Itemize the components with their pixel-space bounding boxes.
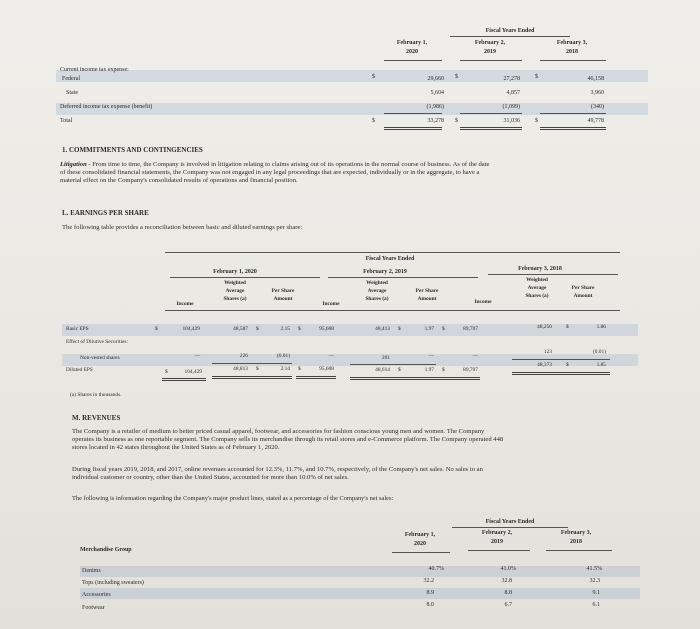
dollar-sign: $: [256, 326, 259, 332]
row-label: Denims: [82, 568, 101, 574]
dollar-sign: $: [442, 326, 445, 332]
col-header-feb1: February 1,: [396, 40, 428, 46]
dollar-sign: $: [372, 118, 375, 124]
cell: 1.97: [424, 367, 434, 373]
cell: 49,778: [587, 118, 604, 124]
revenues-paragraph-1: [72, 428, 503, 452]
cell: 48,413: [375, 326, 390, 332]
fiscal-years-ended-header: Fiscal Years Ended: [485, 28, 535, 34]
cell: 8.0: [426, 602, 434, 608]
col-header-2020: 2020: [406, 49, 418, 55]
diluted-eps-label: Diluted EPS: [66, 367, 93, 373]
cell: 48,373: [537, 362, 552, 368]
subtotal-rule: [512, 359, 610, 360]
col-shares: Shares (a): [365, 296, 389, 302]
eps-period-2018: February 3, 2018: [518, 266, 562, 272]
cell: 29,660: [427, 76, 444, 82]
col-rule: [460, 60, 522, 61]
eps-intro: The following table provides a reconciliation between basic and diluted earnings per share:: [62, 224, 303, 231]
col-header-feb3: February 3,: [556, 40, 588, 46]
cell: 8.9: [426, 590, 434, 596]
nonvested-label: Non-vested shares: [80, 355, 120, 361]
period-rule: [328, 277, 478, 278]
cell: 89,707: [463, 326, 478, 332]
cell: 8.8: [504, 590, 512, 596]
col-rule: [546, 550, 612, 551]
header-rule: [450, 36, 570, 37]
row-label: Federal: [62, 76, 80, 82]
period-rule: [170, 277, 320, 278]
total-rule: [384, 113, 442, 114]
double-rule: [296, 376, 336, 379]
period-rule: [488, 274, 618, 275]
row-label: State: [66, 90, 78, 96]
double-rule: [540, 127, 606, 130]
double-rule: [212, 376, 292, 379]
eps-period-2019: February 2, 2019: [363, 269, 407, 275]
cell: 6.7: [504, 602, 512, 608]
cell: (340): [591, 104, 604, 110]
cell: 48,250: [537, 324, 552, 330]
dollar-sign: $: [155, 326, 158, 332]
double-rule: [350, 377, 480, 380]
basic-eps-label: Basic EPS: [66, 326, 89, 332]
dollar-sign: $: [298, 366, 301, 372]
merch-group-label: Merchandise Group: [80, 547, 132, 553]
dollar-sign: $: [298, 326, 301, 332]
cell: 95,608: [319, 366, 334, 372]
para-line: The Company is a retailer of medium to better priced casual apparel, footwear, and accessories for fashion conscious young men and women. The Company: [72, 428, 485, 435]
merch-col-2020: 2020: [414, 541, 426, 547]
merch-col-2019: 2019: [491, 539, 503, 545]
row-label: Deferred income tax expense (benefit): [60, 104, 153, 110]
para-line: - From time to time, the Company is involved in litigation relating to claims arising out of its operations in the normal course of business. As of the date: [86, 161, 490, 168]
eps-heading: L. EARNINGS PER SHARE: [62, 209, 149, 217]
eps-period-2020: February 1, 2020: [213, 269, 257, 275]
para-line: operates its business as one reportable segment. The Company sells its merchandise through its retail stores and e-Commerce platform. The Company operated 448: [72, 436, 504, 443]
dollar-sign: $: [566, 324, 569, 330]
dollar-sign: $: [455, 74, 458, 80]
cell: 1.86: [596, 324, 606, 330]
eps-fiscal-years: Fiscal Years Ended: [365, 256, 415, 262]
col-weighted: Weighted: [224, 280, 246, 286]
cell: 48,587: [233, 326, 248, 332]
cell: (1,986): [426, 104, 444, 110]
revenues-heading: M. REVENUES: [72, 414, 121, 422]
cell: —: [428, 353, 434, 359]
cell: 1.85: [596, 362, 606, 368]
section-label: Current income tax expense:: [60, 67, 129, 73]
row-label: Accessories: [82, 592, 111, 598]
cell: 89,707: [463, 367, 478, 373]
col-amount: Amount: [273, 296, 293, 302]
col-shares: Shares (a): [223, 296, 247, 302]
merch-col-feb3: February 3,: [560, 530, 592, 536]
header-rule: [452, 527, 568, 528]
col-income: Income: [474, 299, 492, 305]
dollar-sign: $: [566, 362, 569, 368]
double-rule: [460, 127, 522, 130]
merch-fiscal-years: Fiscal Years Ended: [485, 519, 535, 525]
cell: 2.14: [280, 366, 290, 372]
subtotal-rule: [212, 363, 292, 364]
cell: 4,857: [506, 90, 520, 96]
dilutive-label: Effect of Dilutive Securities:: [66, 339, 129, 345]
cell: 32.8: [501, 578, 512, 584]
col-amount: Amount: [417, 296, 437, 302]
dollar-sign: $: [535, 74, 538, 80]
commitments-heading: 1. COMMITMENTS AND CONTINGENCIES: [62, 146, 203, 154]
total-rule: [540, 113, 606, 114]
para-line: material effect on the Company's consolidated results of operations and financial position.: [60, 177, 298, 184]
col-income: Income: [322, 301, 340, 307]
dollar-sign: $: [398, 326, 401, 332]
dollar-sign: $: [256, 366, 259, 372]
cell: 201: [381, 355, 390, 361]
row-label: Tops (including sweaters): [82, 580, 144, 586]
cell: 33,278: [427, 118, 444, 124]
cell: 41.0%: [500, 566, 516, 572]
para-line: stores located in 42 states throughout the United States as of February 1, 2020.: [72, 444, 280, 451]
row-label: Footwear: [82, 605, 105, 611]
col-income: Income: [176, 301, 194, 307]
cell: 226: [239, 353, 248, 359]
revenues-paragraph-3: The following is information regarding the Company's major product lines, stated as a percentage of the Company's net sales:: [72, 495, 394, 502]
cell: 40.7%: [428, 566, 444, 572]
eps-footnote: (a) Shares in thousands.: [70, 392, 122, 398]
merch-col-feb1: February 1,: [404, 532, 436, 538]
row-label: Total: [60, 118, 73, 124]
revenues-paragraph-2: [72, 466, 483, 482]
col-average: Average: [367, 288, 387, 294]
col-rule: [468, 550, 530, 551]
table-top-rule: [165, 252, 620, 253]
para-line: individual customer or country, other than the United States, accounted for more than 10.0% of net sales.: [72, 474, 349, 481]
col-average: Average: [527, 285, 547, 291]
col-header-feb2: February 2,: [474, 40, 506, 46]
col-rule: [540, 60, 606, 61]
merch-col-feb2: February 2,: [481, 530, 513, 536]
cell: 3,960: [590, 90, 604, 96]
cell: 5,604: [430, 90, 444, 96]
double-rule: [384, 127, 442, 130]
para-line: During fiscal years 2019, 2018, and 2017, online revenues accounted for 12.3%, 11.7%, and 10.7%, respectively, of the Company's net sales. No sales to an: [72, 466, 483, 473]
col-shares: Shares (a): [525, 293, 549, 299]
col-weighted: Weighted: [526, 277, 548, 283]
cell: (0.01): [592, 349, 606, 355]
col-rule: [392, 552, 450, 553]
cell: 48,614: [375, 367, 390, 373]
cell: —: [472, 353, 478, 359]
cell: 27,278: [503, 76, 520, 82]
cell: 104,429: [182, 326, 200, 332]
cell: —: [328, 353, 334, 359]
cell: 104,429: [184, 369, 202, 375]
cell: —: [194, 353, 200, 359]
cell: 1.97: [424, 326, 434, 332]
cell: 48,813: [233, 366, 248, 372]
total-rule: [460, 113, 522, 114]
cell: 41.5%: [586, 566, 602, 572]
col-per-share: Per Share: [271, 288, 295, 294]
col-per-share: Per Share: [571, 285, 595, 291]
col-header-2019: 2019: [484, 49, 496, 55]
header-bottom-rule: [165, 310, 620, 311]
merch-col-2018: 2018: [570, 539, 582, 545]
cell: 95,608: [319, 326, 334, 332]
cell: 32.3: [589, 578, 600, 584]
col-rule: [384, 60, 442, 61]
col-average: Average: [225, 288, 245, 294]
cell: 2.15: [280, 326, 290, 332]
dollar-sign: $: [398, 367, 401, 373]
cell: 46,158: [587, 76, 604, 82]
dollar-sign: $: [535, 118, 538, 124]
cell: (0.01): [276, 353, 290, 359]
litigation-lead: Litigation: [60, 161, 87, 168]
cell: 9.1: [592, 590, 600, 596]
col-amount: Amount: [573, 293, 593, 299]
para-line: of these consolidated financial statements, the Company was not engaged in any legal proceedings that are expected, individually or in the aggregate, to have a: [60, 169, 480, 176]
litigation-paragraph: [60, 161, 489, 185]
cell: 31,036: [503, 118, 520, 124]
row-shade: [80, 588, 640, 599]
row-shade: [80, 566, 640, 577]
cell: 123: [543, 349, 552, 355]
cell: 6.1: [592, 602, 600, 608]
double-rule: [512, 372, 610, 375]
cell: (1,099): [502, 104, 520, 110]
dollar-sign: $: [455, 118, 458, 124]
double-rule: [162, 378, 206, 381]
col-per-share: Per Share: [415, 288, 439, 294]
dollar-sign: $: [372, 74, 375, 80]
col-weighted: Weighted: [366, 280, 388, 286]
dollar-sign: $: [442, 367, 445, 373]
cell: 32.2: [423, 578, 434, 584]
dollar-sign: $: [165, 369, 168, 375]
col-header-2018: 2018: [566, 49, 578, 55]
subtotal-rule: [350, 364, 436, 365]
